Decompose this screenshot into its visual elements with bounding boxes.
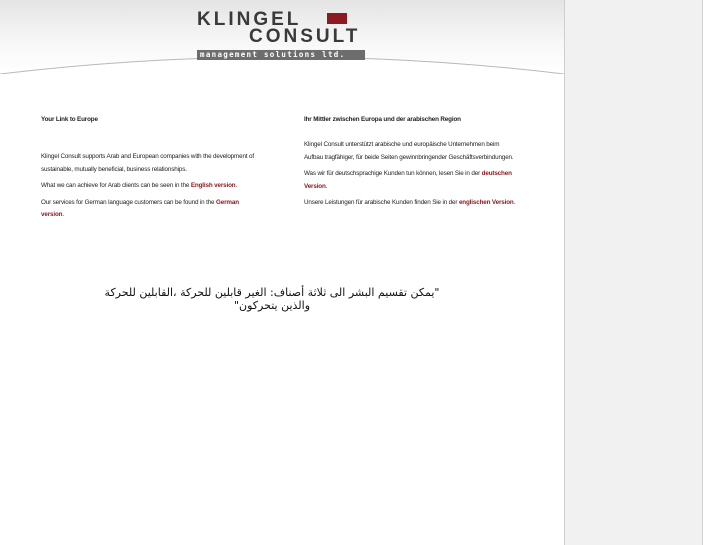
english-version-link[interactable]: English version <box>190 182 236 189</box>
german-version-link[interactable]: German version <box>41 198 239 218</box>
german-arab-customers-text: Unsere Leistungen für arabische Kunden finden Sie in der englischen Version. <box>304 199 516 206</box>
english-column <box>41 114 256 222</box>
english-intro: Klingel Consult supports Arab and European companies with the development of sustainable, mutually beneficial, business relationships. <box>41 153 254 173</box>
english-arab-clients-text: What we can achieve for Arab clients can be seen in the English version. <box>41 182 238 189</box>
logo-square-icon <box>327 13 347 24</box>
german-column <box>304 114 519 210</box>
german-deutsch-text: Was wir für deutschsprachige Kunden tun können, lesen Sie in der deutschen Version. <box>304 170 512 190</box>
klingel-consult-logo[interactable] <box>197 10 367 60</box>
german-heading: Ihr Mittler zwischen Europa und der arabischen Region <box>304 116 461 123</box>
logo-word-consult: CONSULT <box>249 26 361 47</box>
arabic-quote: "يمكن تقسيم البشر الى ثلاثة أصناف: الغير قابلين للحركة ،القابلين للحركة والذين يتحركون" <box>104 286 440 312</box>
right-side-panel <box>564 0 703 545</box>
english-german-customers-text: Our services for German language customers can be found in the German version. <box>41 198 239 218</box>
deutschen-version-link[interactable]: deutschen Version <box>304 170 512 190</box>
englischen-version-link[interactable]: englischen Version <box>458 199 514 206</box>
english-heading: Your Link to Europe <box>41 116 98 123</box>
logo-word-klingel: KLINGEL <box>197 9 302 30</box>
logo-tagline: management solutions ltd. <box>197 50 365 60</box>
german-intro: Klingel Consult unterstützt arabische und europäische Unternehmen beim Aufbau tragfähiger, für beide Seiten gewinnbringender Geschäftsverbindungen. <box>304 141 514 161</box>
page-header <box>0 0 564 74</box>
